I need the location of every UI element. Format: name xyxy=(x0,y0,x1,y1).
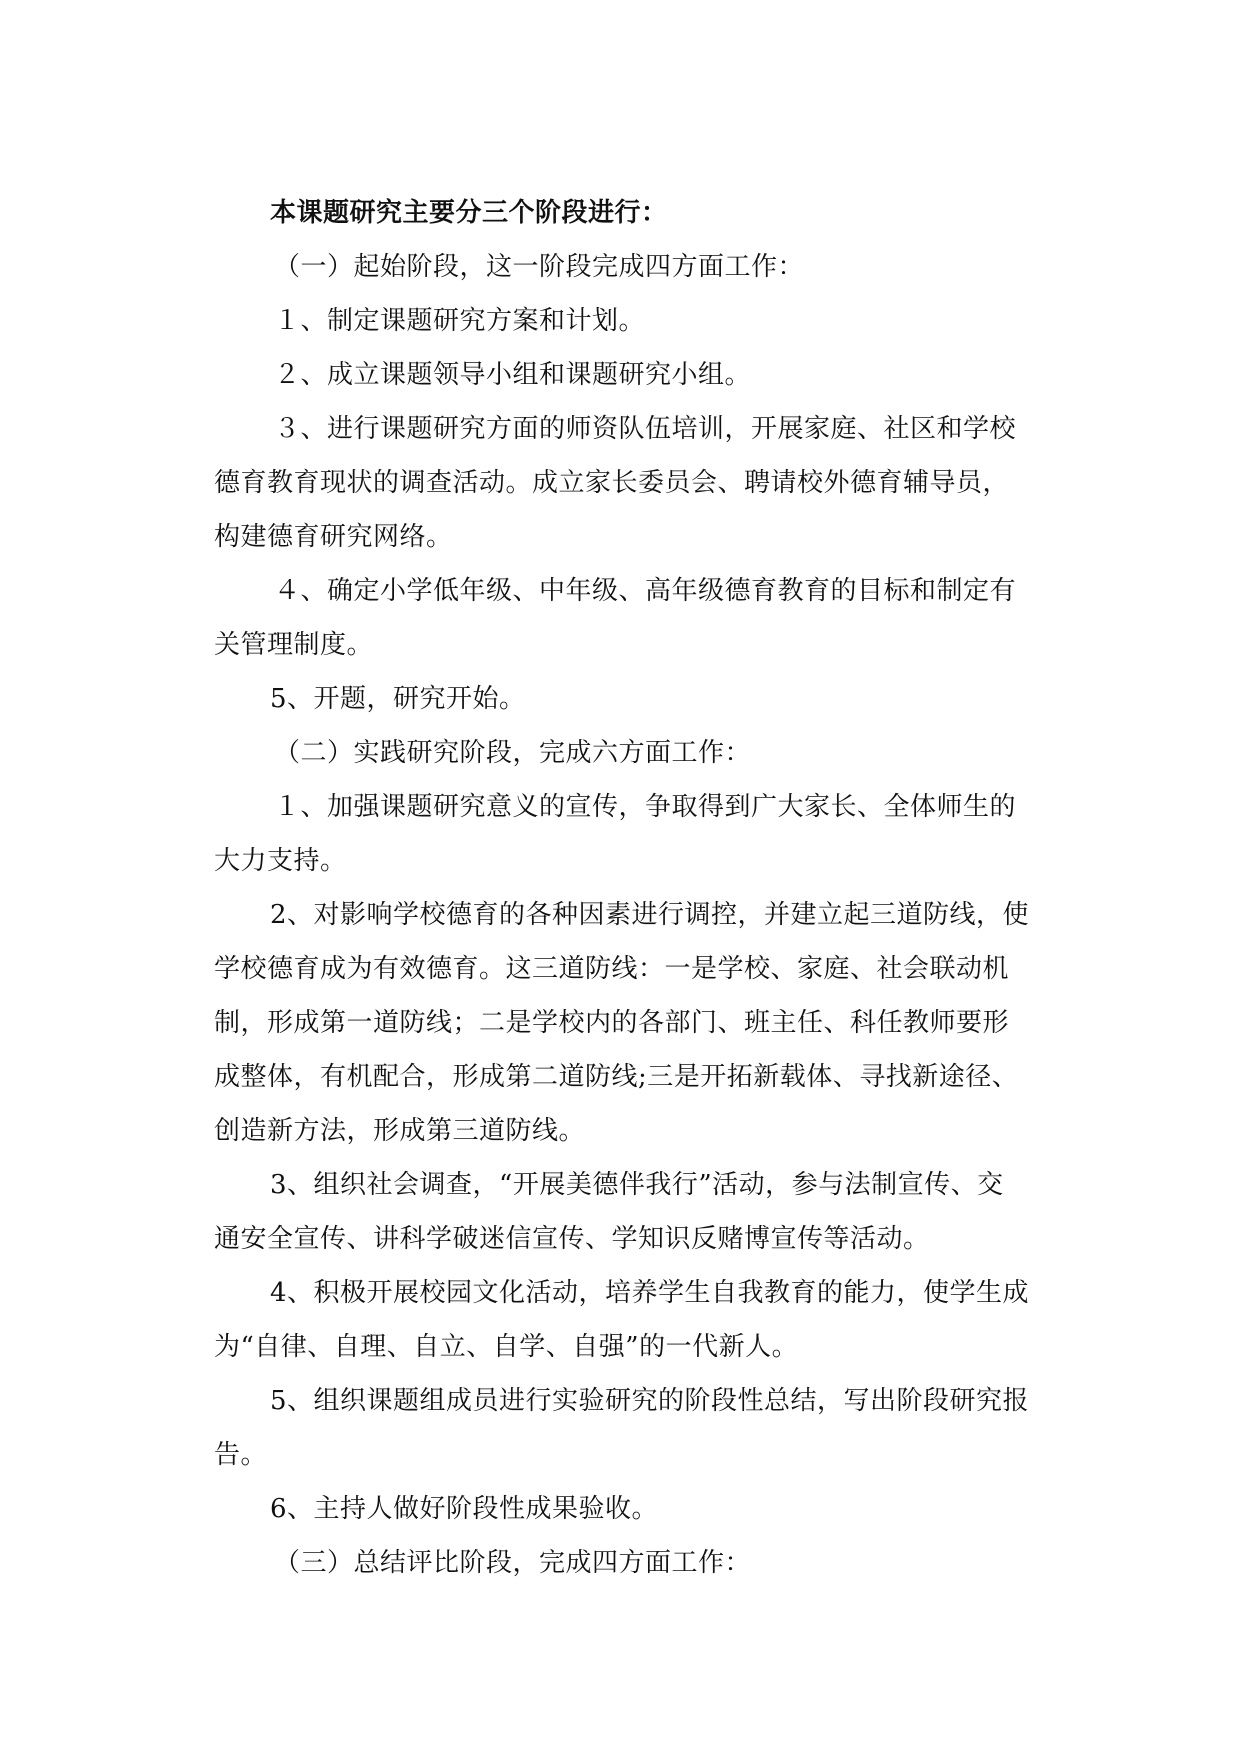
stage-2-item-3-line-1: 3、组织社会调查，“开展美德伴我行”活动，参与法制宣传、交 xyxy=(270,1170,1004,1200)
stage-1-item-1: １、制定课题研究方案和计划。 xyxy=(274,306,646,336)
stage-2-item-4-line-2: 为“自律、自理、自立、自学、自强”的一代新人。 xyxy=(214,1332,799,1362)
stage-2-item-2-line-3: 制，形成第一道防线；二是学校内的各部门、班主任、科任教师要形 xyxy=(214,1008,1010,1038)
stage-2-item-2-line-5: 创造新方法，形成第三道防线。 xyxy=(214,1116,586,1146)
stage-2-item-5-line-1: 5、组织课题组成员进行实验研究的阶段性总结，写出阶段研究报 xyxy=(270,1386,1030,1416)
stage-1-item-3-line-1: ３、进行课题研究方面的师资队伍培训，开展家庭、社区和学校 xyxy=(274,414,1017,444)
stage-2-item-2-line-2: 学校德育成为有效德育。这三道防线：一是学校、家庭、社会联动机 xyxy=(214,954,1010,984)
stage-1-item-5: 5、开题，研究开始。 xyxy=(270,684,526,714)
stage-2-item-2-line-1: 2、对影响学校德育的各种因素进行调控，并建立起三道防线，使 xyxy=(270,900,1030,930)
stage-3-title: （三）总结评比阶段，完成四方面工作： xyxy=(274,1548,752,1578)
stage-2-item-1-line-2: 大力支持。 xyxy=(214,846,347,876)
stage-2-item-4-line-1: 4、积极开展校园文化活动，培养学生自我教育的能力，使学生成 xyxy=(270,1278,1030,1308)
stage-1-item-3-line-2: 德育教育现状的调查活动。成立家长委员会、聘请校外德育辅导员， xyxy=(214,468,1010,498)
stage-1-item-4-line-2: 关管理制度。 xyxy=(214,630,374,660)
document-heading: 本课题研究主要分三个阶段进行： xyxy=(270,198,668,228)
stage-1-item-4-line-1: ４、确定小学低年级、中年级、高年级德育教育的目标和制定有 xyxy=(274,576,1017,606)
stage-2-item-5-line-2: 告。 xyxy=(214,1440,268,1470)
stage-1-item-2: ２、成立课题领导小组和课题研究小组。 xyxy=(274,360,752,390)
stage-1-title: （一）起始阶段，这一阶段完成四方面工作： xyxy=(274,252,805,282)
stage-2-item-2-line-4: 成整体，有机配合，形成第二道防线;三是开拓新载体、寻找新途径、 xyxy=(214,1062,1019,1092)
stage-2-item-6: 6、主持人做好阶段性成果验收。 xyxy=(270,1494,659,1524)
document-page xyxy=(214,186,1084,1590)
stage-2-title: （二）实践研究阶段，完成六方面工作： xyxy=(274,738,752,768)
stage-2-item-1-line-1: １、加强课题研究意义的宣传，争取得到广大家长、全体师生的 xyxy=(274,792,1017,822)
stage-2-item-3-line-2: 通安全宣传、讲科学破迷信宣传、学知识反赌博宣传等活动。 xyxy=(214,1224,930,1254)
stage-1-item-3-line-3: 构建德育研究网络。 xyxy=(214,522,453,552)
